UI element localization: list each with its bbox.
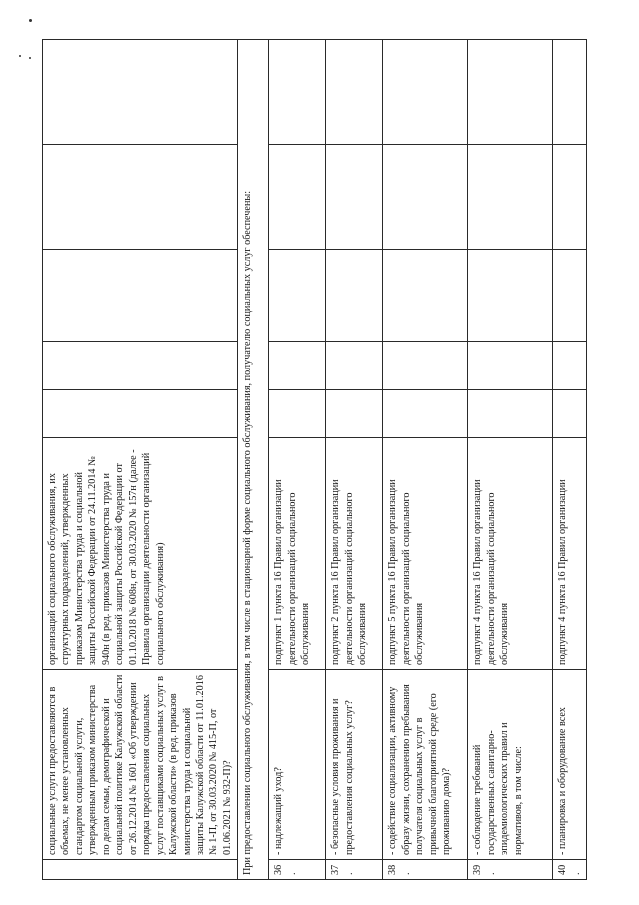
table-row (269, 40, 326, 880)
section-header: При предоставлении социального обслуживания, в том числе в стационарной форме социального обслуживания, получателю социальных услуг обеспечены: (238, 40, 269, 880)
notes-cell (553, 145, 587, 250)
answer-yes-cell (383, 390, 468, 438)
row-number-cell (43, 860, 238, 880)
notes-cell (43, 145, 238, 250)
table-row (383, 40, 468, 880)
extra-cell (553, 40, 587, 145)
criterion-cell: - соблюдение требований государственных санитарно-эпидемиологических правил и нормативов, в том числе: (468, 670, 553, 860)
legal-basis-cell: подпункт 2 пункта 16 Правил организации деятельности организаций социального обслуживания (326, 438, 383, 670)
answer-no-cell (383, 342, 468, 390)
row-number: 37. (326, 860, 383, 880)
inspection-checklist-table (42, 39, 587, 880)
criterion-cell: социальные услуги предоставляются в объемах, не менее установленных стандартом социальной услуги, утвержденным приказом министерства по делам семьи, демографической и социальной политике Калужской области от 26.12.2014 № 1601 «Об утверждении порядка предоставления социальных услуг поставщиками социальных услуг в Калужской области» (в ред. приказов министерства труда и социальной защиты Калужской области от 11.01.2016 № 1-П, от 30.03.2020 № 415-П, от 01.06.2021 № 932-П)? (43, 670, 238, 860)
row-number: 36. (269, 860, 326, 880)
notes-cell (468, 145, 553, 250)
answer-na-cell (553, 250, 587, 342)
answer-yes-cell (326, 390, 383, 438)
legal-basis-cell: подпункт 4 пункта 16 Правил организации деятельности организаций социального обслуживания (468, 438, 553, 670)
answer-no-cell (269, 342, 326, 390)
table-row-continued (43, 40, 238, 880)
criterion-cell: - содействие социализации, активному образу жизни, сохранению пребывания получателя социальных услуг в привычной благоприятной среде (его проживанию дома)? (383, 670, 468, 860)
row-number: 38. (383, 860, 468, 880)
section-header-row (238, 40, 269, 880)
scan-speck (29, 19, 32, 22)
rotated-document-page (42, 40, 582, 880)
criterion-cell: - безопасные условия проживания и предоставления социальных услуг? (326, 670, 383, 860)
answer-no-cell (43, 342, 238, 390)
legal-basis-cell: подпункт 1 пункта 16 Правил организации деятельности организаций социального обслуживания (269, 438, 326, 670)
legal-basis-cell: подпункт 4 пункта 16 Правил организации (553, 438, 587, 670)
extra-cell (326, 40, 383, 145)
scan-speck (19, 55, 21, 57)
answer-na-cell (468, 250, 553, 342)
legal-basis-cell: подпункт 5 пункта 16 Правил организации деятельности организаций социального обслуживания (383, 438, 468, 670)
answer-na-cell (269, 250, 326, 342)
extra-cell (43, 40, 238, 145)
table-row (553, 40, 587, 880)
extra-cell (468, 40, 553, 145)
criterion-cell: - надлежащий уход? (269, 670, 326, 860)
answer-no-cell (468, 342, 553, 390)
criterion-cell: - планировка и оборудование всех (553, 670, 587, 860)
answer-yes-cell (468, 390, 553, 438)
table-row (468, 40, 553, 880)
answer-na-cell (383, 250, 468, 342)
notes-cell (383, 145, 468, 250)
row-number: 40. (553, 860, 587, 880)
row-number: 39. (468, 860, 553, 880)
scan-speck (29, 57, 31, 59)
table-row (326, 40, 383, 880)
answer-yes-cell (269, 390, 326, 438)
answer-no-cell (553, 342, 587, 390)
answer-na-cell (43, 250, 238, 342)
answer-na-cell (326, 250, 383, 342)
legal-basis-cell: организаций социального обслуживания, их структурных подразделений, утвержденных приказом Министерства труда и социальной защиты Российской Федерации от 24.11.2014 № 940н (в ред. приказов Министерства труда и социальной защиты Российской Федерации от 01.10.2018 № 608н, от 30.03.2020 № 157н (далее - Правила организации деятельности организаций социального обслуживания) (43, 438, 238, 670)
extra-cell (383, 40, 468, 145)
extra-cell (269, 40, 326, 145)
notes-cell (269, 145, 326, 250)
answer-no-cell (326, 342, 383, 390)
answer-yes-cell (43, 390, 238, 438)
answer-yes-cell (553, 390, 587, 438)
notes-cell (326, 145, 383, 250)
